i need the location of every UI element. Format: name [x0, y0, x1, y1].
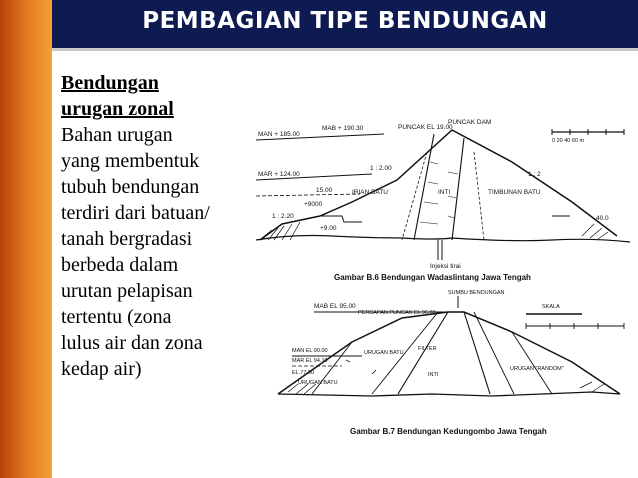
figure1-labels — [258, 119, 609, 282]
paragraph-line: terdiri dari batuan/ — [61, 202, 210, 224]
dam-figures-svg — [252, 112, 632, 444]
paragraph-line: kedap air) — [61, 358, 142, 380]
fig2-label: EL.77.00 — [292, 370, 315, 376]
paragraph-line: Bahan urugan — [61, 124, 173, 146]
fig2-label: URUGAN BATU — [364, 350, 404, 356]
fig1-label: +9000 — [304, 201, 323, 208]
section-heading-line2: urugan zonal — [61, 98, 174, 120]
fig2-label: INTI — [428, 372, 439, 378]
fig1-label: MAR + 124.00 — [258, 171, 300, 178]
figure2-caption: Gambar B.7 Bendungan Kedungombo Jawa Tengah — [350, 427, 547, 436]
paragraph-line: berbeda dalam — [61, 254, 179, 276]
fig1-label: MAB + 190.30 — [322, 125, 364, 132]
fig1-label: 40.0 — [596, 215, 609, 222]
fig1-label: 15.00 — [316, 187, 333, 194]
fig2-label: MAN EL 90.00 — [292, 348, 328, 354]
fig1-label: IRIAN BATU — [352, 189, 388, 196]
fig2-label: MAR EL 94.10 — [292, 358, 328, 364]
fig2-label: SKALA — [542, 304, 560, 310]
fig1-label: 1 : 2.20 — [272, 213, 294, 220]
fig2-label: URUGAN BATU — [298, 380, 338, 386]
fig1-label: 0 20 40 60 m — [552, 138, 585, 144]
paragraph-line: urutan pelapisan — [61, 280, 193, 302]
fig1-label: Injeksi tirai — [430, 263, 461, 270]
page-title: PEMBAGIAN TIPE BENDUNGAN — [142, 8, 548, 34]
fig1-label: 1 : 2 — [528, 171, 541, 178]
fig2-label: URUGAN "RANDOM" — [510, 366, 564, 372]
fig2-label: SUMBU BENDUNGAN — [448, 290, 505, 296]
fig2-label: FILTER — [418, 346, 437, 352]
fig1-label: TIMBUNAN BATU — [488, 189, 541, 196]
fig2-label: MAB EL 95.00 — [314, 303, 356, 310]
title-divider — [52, 48, 638, 51]
body-text — [61, 70, 251, 382]
fig1-label: MAN + 185.00 — [258, 131, 300, 138]
sidebar-accent — [0, 0, 52, 478]
figure1-caption: Gambar B.6 Bendungan Wadaslintang Jawa Tengah — [334, 273, 531, 282]
title-bar — [52, 0, 638, 48]
fig2-label: PERCAPAN PUNCAK EL 96.00 — [358, 310, 436, 316]
fig1-label: PUNCAK DAM — [448, 119, 492, 126]
paragraph-line: tanah bergradasi — [61, 228, 193, 250]
paragraph-line: tertentu (zona — [61, 306, 172, 328]
paragraph-line: yang membentuk — [61, 150, 200, 172]
fig1-label: INTI — [438, 189, 451, 196]
fig1-label: PUNCAK EL 19.00 — [398, 124, 453, 131]
paragraph-line: lulus air dan zona — [61, 332, 203, 354]
dam-figures — [252, 112, 632, 444]
section-heading-line1: Bendungan — [61, 72, 159, 94]
fig1-label: +9.00 — [320, 225, 337, 232]
paragraph-line: tubuh bendungan — [61, 176, 200, 198]
fig1-label: 1 : 2.00 — [370, 165, 392, 172]
